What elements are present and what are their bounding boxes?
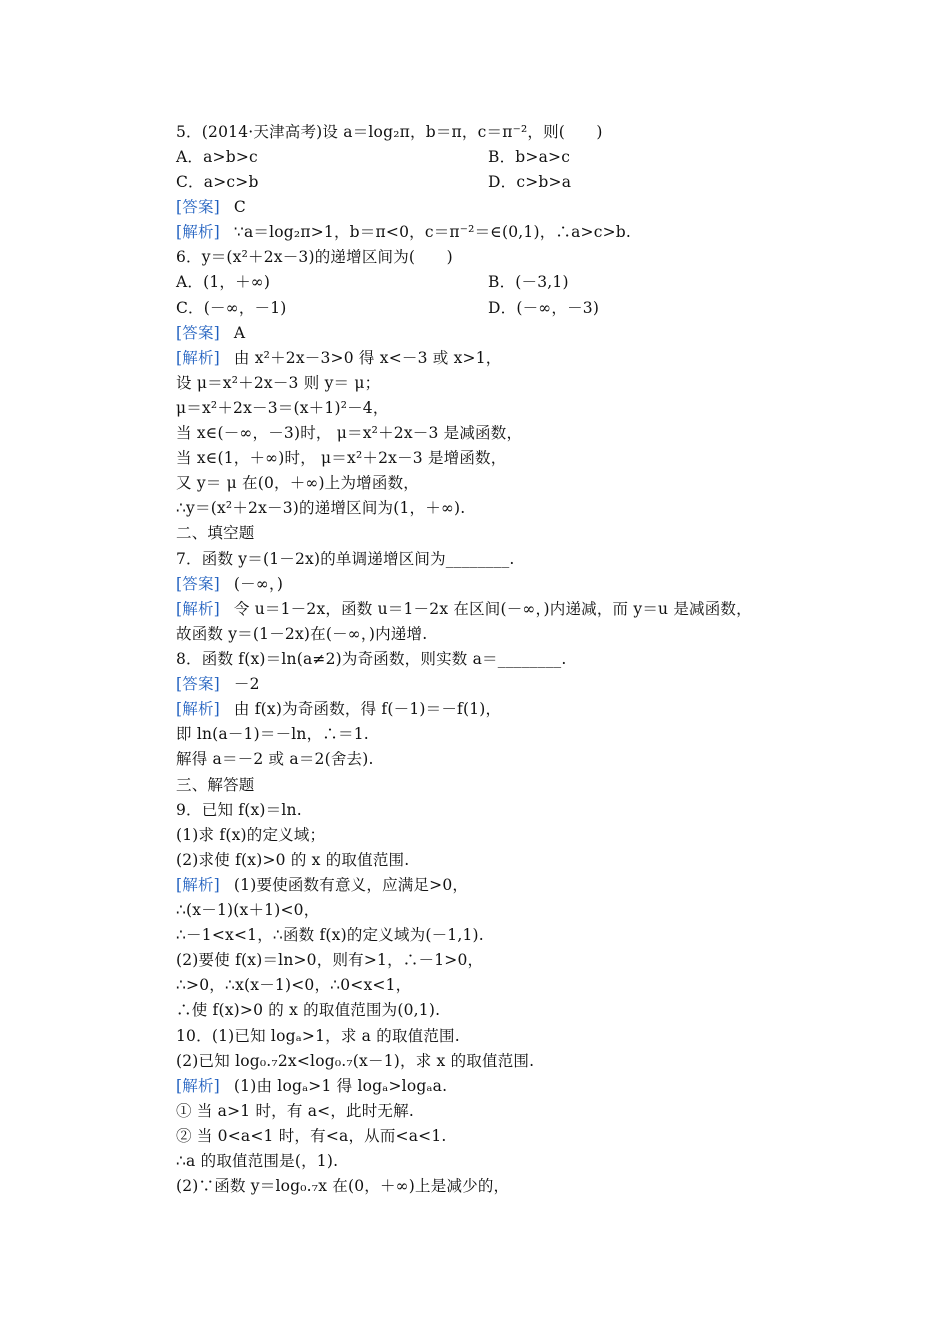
section-heading: 二、填空题 [176,524,255,542]
answer-tag: [答案] [176,198,220,216]
answer-tag: [答案] [176,575,220,593]
option-a: A．(1，＋∞) [176,273,271,291]
analysis-line: [解析] (1)要使函数有意义，应满足>0， [176,876,469,894]
text-line: ∴a 的取值范围是(，1). [176,1152,339,1170]
option-c: C．(－∞，－1) [176,299,287,317]
question-9-stem: 9．已知 f(x)＝ln. [176,801,302,819]
answer-line: [答案] C [176,198,246,216]
text-line: (2)已知 log₀.₇2x<log₀.₇(x－1)，求 x 的取值范围. [176,1052,535,1070]
text-line: (2)∵函数 y＝log₀.₇x 在(0，＋∞)上是减少的， [176,1177,510,1195]
text-line: (2)要使 f(x)＝ln>0，则有>1，∴－1>0， [176,951,484,969]
text-line: (1)求 f(x)的定义域； [176,826,326,844]
option-b: B．(－3,1) [488,273,569,291]
option-d: D．(－∞，－3) [488,299,600,317]
analysis-tag: [解析] [176,1077,220,1095]
analysis-tag: [解析] [176,876,220,894]
text-line: 当 x∈(1，＋∞)时， μ＝x²＋2x－3 是增函数， [176,449,507,467]
option-c: C．a>c>b [176,173,259,191]
question-5-stem: 5．(2014·天津高考)设 a＝log₂π，b＝π，c＝π⁻²，则( ) [176,123,603,141]
text-line: ∴使 f(x)>0 的 x 的取值范围为(0,1). [176,1001,441,1019]
text-line: 故函数 y＝(1－2x)在(－∞，)内递增. [176,625,428,643]
text-line: ① 当 a>1 时，有 a<，此时无解. [176,1102,414,1120]
answer-line: [答案] (－∞，) [176,575,284,593]
analysis-line: [解析] ∵a＝log₂π>1，b＝π<0，c＝π⁻²＝∈(0,1)，∴a>c>b. [176,223,632,241]
text-line: 又 y＝ μ 在(0，＋∞)上为增函数， [176,474,419,492]
text-line: ∴－1<x<1，∴函数 f(x)的定义域为(－1,1). [176,926,484,944]
text-line: 解得 a＝－2 或 a＝2(舍去). [176,750,374,768]
text-line: ∴(x－1)(x＋1)<0， [176,901,320,919]
question-8-stem: 8．函数 f(x)＝ln(a≠2)为奇函数，则实数 a＝________. [176,650,567,668]
answer-line: [答案] A [176,324,246,342]
option-d: D．c>b>a [488,173,572,191]
analysis-line: [解析] 由 x²＋2x－3>0 得 x<－3 或 x>1， [176,349,502,367]
question-6-stem: 6．y＝(x²＋2x－3)的递增区间为( ) [176,248,453,266]
answer-line: [答案] －2 [176,675,260,693]
analysis-tag: [解析] [176,600,220,618]
text-line: 即 ln(a－1)＝－ln，∴＝1. [176,725,369,743]
text-line: ② 当 0<a<1 时，有<a，从而<a<1. [176,1127,447,1145]
text-line: 当 x∈(－∞，－3)时， μ＝x²＋2x－3 是减函数， [176,424,523,442]
answer-tag: [答案] [176,324,220,342]
question-10-stem: 10．(1)已知 logₐ>1，求 a 的取值范围. [176,1027,460,1045]
analysis-tag: [解析] [176,700,220,718]
analysis-tag: [解析] [176,349,220,367]
text-line: ∴>0，∴x(x－1)<0，∴0<x<1， [176,976,412,994]
answer-tag: [答案] [176,675,220,693]
text-line: μ＝x²＋2x－3＝(x＋1)²－4， [176,399,389,417]
analysis-line: [解析] 由 f(x)为奇函数，得 f(－1)＝－f(1)， [176,700,502,718]
option-a: A．a>b>c [176,148,258,166]
question-7-stem: 7．函数 y＝(1－2x)的单调递增区间为________. [176,550,515,568]
analysis-tag: [解析] [176,223,220,241]
analysis-line: [解析] (1)由 logₐ>1 得 logₐ>logₐa. [176,1077,448,1095]
analysis-line: [解析] 令 u＝1－2x，函数 u＝1－2x 在区间(－∞，)内递减，而 y＝u 是减函数， [176,600,752,618]
option-b: B．b>a>c [488,148,571,166]
text-line: 设 μ＝x²＋2x－3 则 y＝ μ； [176,374,381,392]
section-heading: 三、解答题 [176,776,255,794]
text-line: (2)求使 f(x)>0 的 x 的取值范围. [176,851,410,869]
text-line: ∴y＝(x²＋2x－3)的递增区间为(1，＋∞). [176,499,466,517]
